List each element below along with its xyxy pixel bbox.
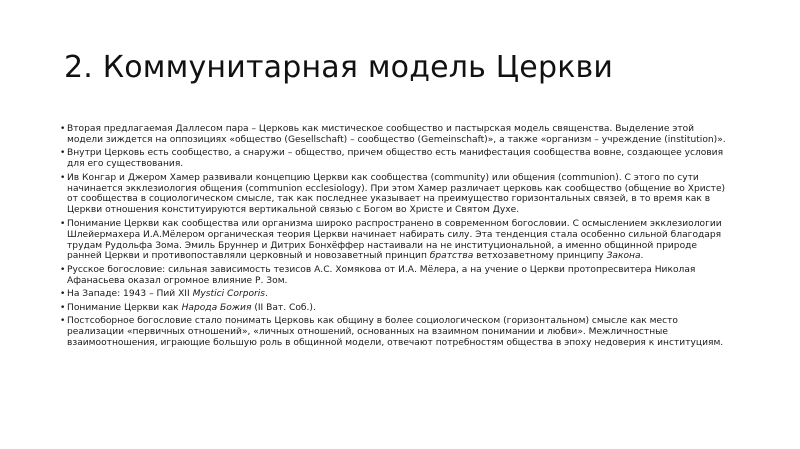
bullet-text: Ив Конгар и Джером Хамер развивали концепцию Церкви как сообщества (community) или общения (communion). С этого по сути начинается экклезиология общения (communion ecclesiology). При этом Хамер различает церковь как сообщество (общение во Христе) от сообщества в социологическом смысле, так как последнее указывает на преимущество горизонтальных связей, в то время как в Церкви отношения конституируются вертикальной связью с Богом во Христе и Святом Духе. [67,172,726,216]
bullet-item-postconciliar [60,316,728,349]
bullet-italic: братства [429,251,474,262]
bullet-italic: Закона [606,251,641,262]
bullet-item-organism [60,219,728,263]
bullet-text: . [265,289,268,300]
bullet-item-congar-hamer [60,173,728,217]
bullet-italic: Mystici Corporis [192,289,266,300]
bullet-text: Понимание Церкви как сообщества или организма широко распространено в современном богословии. С осмыслением экклезиологии Шлейермахера И.А.Мёлером органическая теория Церкви начинает набирать силу. Эта тенденция стала особенно сильной благодаря трудам Рудольфа Зома. Эмиль Бруннер и Дитрих Бонхёффер настаивали на не институциональной, а именно общинной природе ранней Церкви и противопоставляли церковный и новозаветный принцип [67,218,722,262]
bullet-text: На Западе: 1943 – Пий XII [67,289,193,300]
bullet-text: (II Ват. Соб.). [251,302,316,313]
bullet-text: Вторая предлагаемая Даллесом пара – Церковь как мистическое сообщество и пастырская модель священства. Выделение этой модели зиждется на оппозициях «общество (Gesellschaft) – сообщество (Gemeinschaft)», а также «организм – учреждение (institution)». [67,124,726,145]
bullet-text: Внутри Церковь есть сообщество, а снаружи – общество, причем общество есть манифестация сообщества вовне, создающее условия для его существования. [67,148,724,170]
bullet-text: . [640,251,644,262]
bullet-text: Понимание Церкви как [67,302,182,313]
bullet-item-inner-outer [60,148,728,170]
bullet-item-people-of-god [60,303,728,314]
bullet-item-west [60,289,728,300]
bullet-text: ветхозаветному принципу [473,251,607,262]
bullet-text: Русское богословие: сильная зависимость тезисов А.С. Хомякова от И.А. Мёлера, а на учение о Церкви протопресвитера Николая Афанасьева оказал огромное влияние Р. Зом. [67,264,696,286]
bullet-list [60,124,728,351]
slide-title: 2. Коммунитарная модель Церкви [64,50,614,85]
bullet-italic: Народа Божия [181,302,252,313]
bullet-item-russian-theology [60,265,728,287]
bullet-text: Постсоборное богословие стало понимать Церковь как общину в более социологическом (горизонтальном) смысле как место реализации «первичных отношений», «личных отношений, основанных на взаимном понимании и любви». Межличностные взаимоотношения, играющие большую роль в общинной модели, отвечают потребностям общества в эпоху недоверия к институциям. [67,316,724,348]
bullet-item-dulles-pair [60,124,728,146]
